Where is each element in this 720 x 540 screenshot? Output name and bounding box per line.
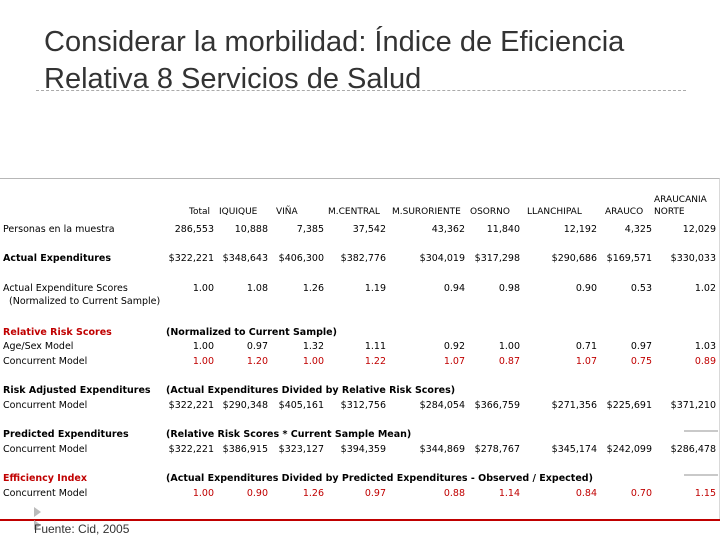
cell-scores-osorno: 0.98: [498, 283, 520, 294]
cell-actual-mcentral: $382,776: [340, 253, 386, 264]
cell-concurrent2-araucania: $371,210: [670, 400, 716, 411]
cell-concurrent1-llanchipal: 1.07: [575, 356, 597, 367]
cell-concurrent4-llanchipal: 0.84: [575, 488, 597, 499]
cell-actual-total: $322,221: [168, 253, 214, 264]
cell-concurrent4-total: 1.00: [192, 488, 214, 499]
cell-personas-msuroriente: 43,362: [431, 224, 465, 235]
cell-concurrent2-vina: $405,161: [278, 400, 324, 411]
sheet-bottom-border: [0, 519, 720, 521]
cell-concurrent3-araucania: $286,478: [670, 444, 716, 455]
header-vina: VIÑA: [276, 207, 298, 217]
row-label-concurrent-4: Concurrent Model: [3, 488, 88, 499]
cell-concurrent2-mcentral: $312,756: [340, 400, 386, 411]
cell-concurrent4-araucania: 1.15: [694, 488, 716, 499]
cell-actual-llanchipal: $290,686: [551, 253, 597, 264]
cell-concurrent3-msuroriente: $344,869: [419, 444, 465, 455]
cell-concurrent3-osorno: $278,767: [474, 444, 520, 455]
cell-concurrent4-osorno: 1.14: [498, 488, 520, 499]
cell-actual-arauco: $169,571: [606, 253, 652, 264]
section-note-relative-risk: (Normalized to Current Sample): [166, 327, 337, 338]
cell-concurrent3-arauco: $242,099: [606, 444, 652, 455]
cell-concurrent2-llanchipal: $271,356: [551, 400, 597, 411]
cell-concurrent3-iquique: $386,915: [222, 444, 268, 455]
header-llanchipal: LLANCHIPAL: [527, 207, 582, 217]
row-label-agesex: Age/Sex Model: [3, 341, 74, 352]
cell-personas-osorno: 11,840: [486, 224, 520, 235]
cell-agesex-total: 1.00: [192, 341, 214, 352]
cell-actual-araucania: $330,033: [670, 253, 716, 264]
cell-personas-vina: 7,385: [296, 224, 324, 235]
cell-personas-iquique: 10,888: [234, 224, 268, 235]
header-iquique: IQUIQUE: [219, 207, 258, 217]
row-sublabel-normalized: (Normalized to Current Sample): [9, 296, 161, 307]
cell-scores-total: 1.00: [192, 283, 214, 294]
section-label-relative-risk: Relative Risk Scores: [3, 327, 112, 338]
cell-agesex-mcentral: 1.11: [364, 341, 386, 352]
cell-concurrent1-arauco: 0.75: [630, 356, 652, 367]
cell-agesex-arauco: 0.97: [630, 341, 652, 352]
cell-concurrent3-llanchipal: $345,174: [551, 444, 597, 455]
cell-concurrent3-mcentral: $394,359: [340, 444, 386, 455]
cell-concurrent4-arauco: 0.70: [630, 488, 652, 499]
cell-concurrent1-mcentral: 1.22: [364, 356, 386, 367]
cell-concurrent3-vina: $323,127: [278, 444, 324, 455]
cell-personas-mcentral: 37,542: [352, 224, 386, 235]
cell-scores-mcentral: 1.19: [364, 283, 386, 294]
cell-concurrent1-iquique: 1.20: [246, 356, 268, 367]
section-label-predicted: Predicted Expenditures: [3, 429, 129, 440]
cell-actual-vina: $406,300: [278, 253, 324, 264]
header-msuroriente: M.SURORIENTE: [392, 207, 461, 217]
cell-personas-arauco: 4,325: [624, 224, 652, 235]
source-footer: Fuente: Cid, 2005: [34, 522, 130, 536]
row-label-actual-expenditures: Actual Expenditures: [3, 253, 112, 264]
header-arauco: ARAUCO: [605, 207, 644, 217]
slide-title-line2: Relativa 8 Servicios de Salud: [44, 63, 422, 95]
section-label-risk-adjusted: Risk Adjusted Expenditures: [3, 385, 151, 396]
cell-concurrent1-araucania: 0.89: [694, 356, 716, 367]
cell-scores-llanchipal: 0.90: [575, 283, 597, 294]
cell-personas-llanchipal: 12,192: [563, 224, 597, 235]
cell-concurrent4-iquique: 0.90: [246, 488, 268, 499]
cell-concurrent2-iquique: $290,348: [222, 400, 268, 411]
header-araucania: ARAUCANIA: [654, 195, 707, 205]
cell-scores-iquique: 1.08: [246, 283, 268, 294]
cell-border-fragment: [684, 474, 718, 476]
cell-concurrent1-vina: 1.00: [302, 356, 324, 367]
title-divider: [36, 90, 686, 91]
row-label-concurrent-1: Concurrent Model: [3, 356, 88, 367]
row-label-personas: Personas en la muestra: [3, 224, 115, 235]
section-note-predicted: (Relative Risk Scores * Current Sample Mean): [166, 429, 412, 440]
cell-concurrent2-osorno: $366,759: [474, 400, 520, 411]
cell-concurrent4-mcentral: 0.97: [364, 488, 386, 499]
cell-concurrent1-msuroriente: 1.07: [443, 356, 465, 367]
cell-scores-araucania: 1.02: [694, 283, 716, 294]
cell-concurrent2-msuroriente: $284,054: [419, 400, 465, 411]
cell-agesex-llanchipal: 0.71: [575, 341, 597, 352]
header-norte: NORTE: [654, 207, 685, 217]
cell-concurrent4-msuroriente: 0.88: [443, 488, 465, 499]
cell-actual-iquique: $348,643: [222, 253, 268, 264]
cell-actual-msuroriente: $304,019: [419, 253, 465, 264]
cell-scores-msuroriente: 0.94: [443, 283, 465, 294]
slide-title: [44, 24, 624, 98]
cell-agesex-vina: 1.32: [302, 341, 324, 352]
header-total: Total: [189, 207, 211, 217]
section-label-efficiency-index: Efficiency Index: [3, 473, 87, 484]
slide-title-line1: Considerar la morbilidad: Índice de Eficiencia: [44, 26, 625, 58]
header-osorno: OSORNO: [470, 207, 510, 217]
cell-concurrent1-osorno: 0.87: [498, 356, 520, 367]
cell-agesex-araucania: 1.03: [694, 341, 716, 352]
section-note-efficiency-index: (Actual Expenditures Divided by Predicted Expenditures - Observed / Expected): [166, 473, 593, 484]
cell-actual-osorno: $317,298: [474, 253, 520, 264]
cell-agesex-iquique: 0.97: [246, 341, 268, 352]
cell-scores-arauco: 0.53: [630, 283, 652, 294]
cell-personas-total: 286,553: [174, 224, 214, 235]
cell-border-fragment: [684, 430, 718, 432]
cell-concurrent2-total: $322,221: [168, 400, 214, 411]
cell-agesex-osorno: 1.00: [498, 341, 520, 352]
row-label-actual-scores: Actual Expenditure Scores: [3, 283, 128, 294]
play-arrow-icon[interactable]: [34, 507, 41, 517]
row-label-concurrent-3: Concurrent Model: [3, 444, 88, 455]
section-note-risk-adjusted: (Actual Expenditures Divided by Relative Risk Scores): [166, 385, 456, 396]
header-mcentral: M.CENTRAL: [328, 207, 380, 217]
cell-agesex-msuroriente: 0.92: [443, 341, 465, 352]
cell-concurrent1-total: 1.00: [192, 356, 214, 367]
row-label-concurrent-2: Concurrent Model: [3, 400, 88, 411]
cell-personas-araucania: 12,029: [682, 224, 716, 235]
cell-concurrent3-total: $322,221: [168, 444, 214, 455]
cell-concurrent2-arauco: $225,691: [606, 400, 652, 411]
cell-concurrent4-vina: 1.26: [302, 488, 324, 499]
cell-scores-vina: 1.26: [302, 283, 324, 294]
